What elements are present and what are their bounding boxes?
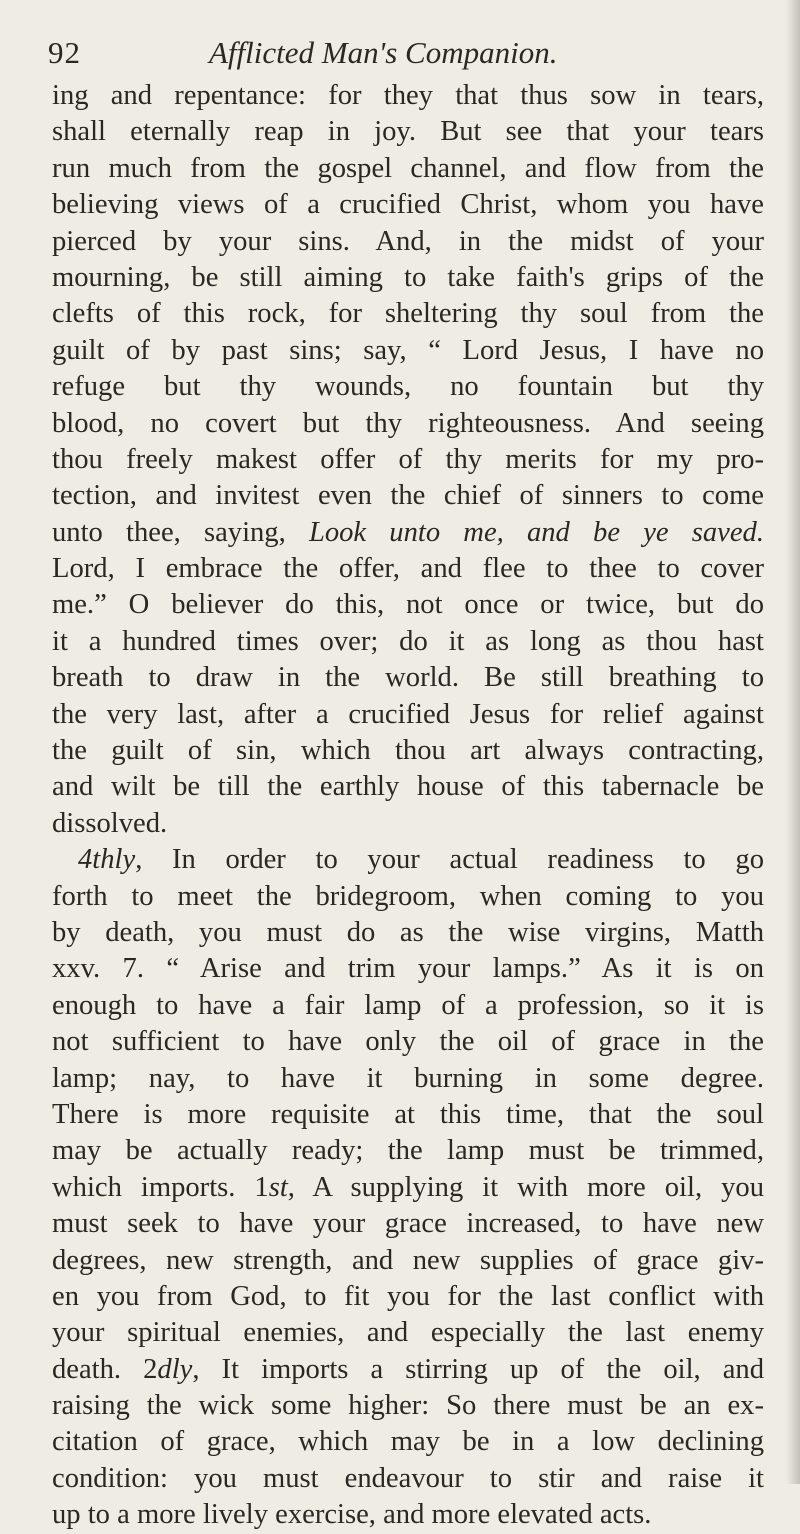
text-line: en you from God, to fit you for the last conflict with [52, 1280, 764, 1312]
text-line [52, 1170, 764, 1206]
text-line: may be actually ready; the lamp must be trimmed, [52, 1135, 764, 1167]
text-line: blood, no covert but thy righteousness. And seeing [52, 407, 764, 439]
text-line: ing and repentance: for they that thus sow in tears, [52, 80, 764, 111]
text-line: There is more requisite at this time, that the soul [52, 1098, 764, 1130]
text-line: citation of grace, which may be in a low declining [52, 1426, 764, 1458]
text-line: Lord, I embrace the offer, and flee to thee to cover [52, 553, 764, 585]
text-run: , It imports a stirring up of the oil, and [192, 1353, 765, 1385]
italic-text: dly [157, 1353, 193, 1385]
text-line: thou freely makest offer of thy merits for my pro- [52, 443, 764, 475]
text-line: believing views of a crucified Christ, whom you have [52, 189, 764, 221]
running-title: Afflicted Man's Companion. [209, 35, 558, 70]
text-line: mourning, be still aiming to take faith's grips of the [52, 261, 764, 293]
page-header [48, 28, 748, 78]
text-line: your spiritual enemies, and especially the last enemy [52, 1317, 764, 1349]
text-run: , A supplying it with more oil, you [287, 1171, 764, 1203]
text-run: unto thee, saying, [52, 516, 309, 548]
text-line: shall eternally reap in joy. But see that your tears [52, 116, 764, 148]
text-line: condition: you must endeavour to stir and raise it [52, 1462, 764, 1494]
text-run: which imports. 1 [52, 1171, 269, 1203]
text-line: guilt of by past sins; say, “ Lord Jesus, I have no [52, 334, 764, 366]
italic-text: Look unto me, and be ye saved. [308, 516, 764, 548]
text-line: not sufficient to have only the oil of grace in the [52, 1026, 764, 1058]
page-edge-shadow [786, 0, 800, 1484]
text-run: , In order to your actual readiness to go [135, 844, 764, 876]
text-line: pierced by your sins. And, in the midst of your [52, 225, 764, 257]
text-line: forth to meet the bridegroom, when coming to you [52, 880, 764, 912]
text-line: raising the wick some higher: So there must be an ex- [52, 1390, 764, 1422]
text-line: must seek to have your grace increased, to have new [52, 1208, 764, 1240]
text-line: and wilt be till the earthly house of this tabernacle be [52, 771, 764, 803]
text-line: tection, and invitest even the chief of sinners to come [52, 480, 764, 512]
text-line: clefts of this rock, for sheltering thy soul from the [52, 298, 764, 330]
text-line: lamp; nay, to have it burning in some degree. [52, 1062, 764, 1094]
text-line: by death, you must do as the wise virgins, Matth [52, 916, 764, 948]
text-line: refuge but thy wounds, no fountain but thy [52, 371, 764, 403]
italic-text: st [268, 1171, 288, 1203]
body-text [52, 78, 764, 1534]
text-line: run much from the gospel channel, and flow from the [52, 152, 764, 184]
text-line: it a hundred times over; do it as long as thou hast [52, 625, 764, 657]
text-line [52, 1352, 764, 1388]
text-line [52, 842, 764, 878]
text-line: dissolved. [52, 807, 168, 839]
text-line: breath to draw in the world. Be still breathing to [52, 662, 764, 694]
text-line: xxv. 7. “ Arise and trim your lamps.” As it is on [52, 953, 764, 985]
text-line: the guilt of sin, which thou art always contracting, [52, 735, 764, 767]
text-line: enough to have a fair lamp of a profession, so it is [52, 989, 764, 1021]
text-run: death. 2 [52, 1353, 158, 1385]
italic-text: 4thly [78, 844, 136, 876]
text-line [52, 515, 764, 551]
text-line: the very last, after a crucified Jesus for relief against [52, 698, 764, 730]
text-line: degrees, new strength, and new supplies of grace giv- [52, 1244, 764, 1276]
page-number: 92 [48, 35, 81, 70]
text-line: me.” O believer do this, not once or twice, but do [52, 589, 764, 621]
text-line: up to a more lively exercise, and more elevated acts. [52, 1499, 652, 1531]
